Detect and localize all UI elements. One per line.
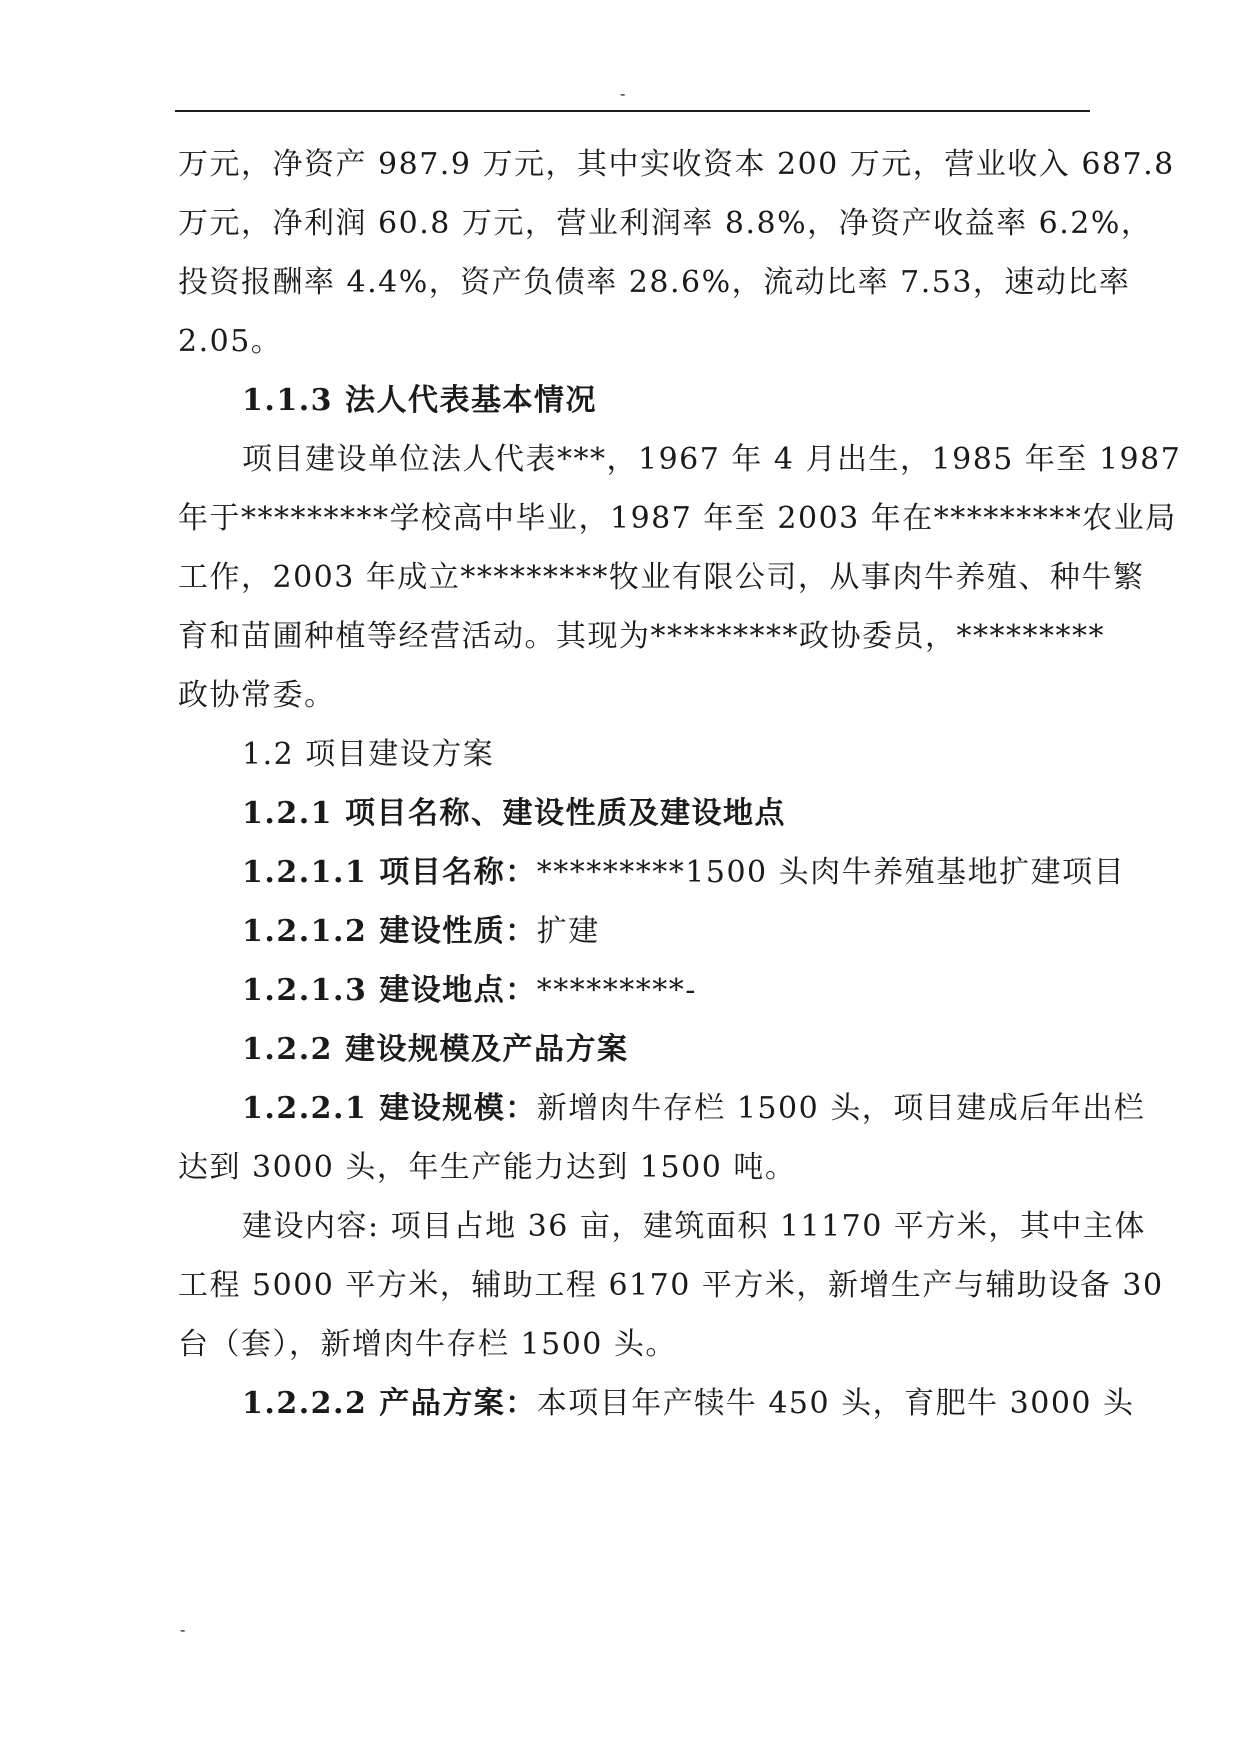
paragraph-line: 投资报酬率 4.4%，资产负债率 28.6%，流动比率 7.53，速动比率 <box>178 265 1131 300</box>
header-rule <box>175 110 1090 112</box>
section-heading-1-1-3: 1.1.3 法人代表基本情况 <box>242 383 597 418</box>
paragraph-line: 万元，净资产 987.9 万元，其中实收资本 200 万元，营业收入 687.8 <box>178 147 1175 182</box>
construction-scale-label: 1.2.2.1 建设规模： <box>242 1091 537 1126</box>
paragraph-line: 建设内容: 项目占地 36 亩，建筑面积 11170 平方米，其中主体 <box>242 1209 1146 1244</box>
section-heading-1-2: 1.2 项目建设方案 <box>242 737 495 772</box>
paragraph-line: 工程 5000 平方米，辅助工程 6170 平方米，新增生产与辅助设备 30 <box>178 1268 1164 1303</box>
construction-scale-value: 新增肉牛存栏 1500 头，项目建成后年出栏 <box>536 1091 1146 1126</box>
construction-location-label: 1.2.1.3 建设地点： <box>242 973 537 1008</box>
project-name-value: *********1500 头肉牛养殖基地扩建项目 <box>536 855 1126 890</box>
construction-nature-label: 1.2.1.2 建设性质： <box>242 914 537 949</box>
construction-nature-value: 扩建 <box>536 914 600 949</box>
project-name-line <box>242 855 1125 891</box>
paragraph-line: 台（套），新增肉牛存栏 1500 头。 <box>178 1327 677 1362</box>
paragraph-line: 2.05。 <box>178 324 283 359</box>
product-plan-label: 1.2.2.2 产品方案： <box>242 1386 537 1421</box>
construction-location-line <box>242 973 697 1009</box>
paragraph-line: 达到 3000 头，年生产能力达到 1500 吨。 <box>178 1150 797 1185</box>
header-mark: - <box>620 84 626 103</box>
footer-mark: - <box>180 1620 186 1639</box>
paragraph-line: 万元，净利润 60.8 万元，营业利润率 8.8%，净资产收益率 6.2%， <box>178 206 1153 241</box>
construction-scale-line <box>242 1091 1145 1127</box>
project-name-label: 1.2.1.1 项目名称： <box>242 855 537 890</box>
construction-location-value: *********- <box>536 973 697 1008</box>
product-plan-line <box>242 1386 1135 1422</box>
paragraph-line: 育和苗圃种植等经营活动。其现为*********政协委员，********* <box>178 619 1105 654</box>
paragraph-line: 工作，2003 年成立*********牧业有限公司，从事肉牛养殖、种牛繁 <box>178 560 1145 595</box>
paragraph-line: 政协常委。 <box>178 678 336 713</box>
section-heading-1-2-1: 1.2.1 项目名称、建设性质及建设地点 <box>242 796 786 831</box>
section-heading-1-2-2: 1.2.2 建设规模及产品方案 <box>242 1032 629 1067</box>
paragraph-line: 项目建设单位法人代表***，1967 年 4 月出生，1985 年至 1987 <box>242 442 1182 477</box>
product-plan-value: 本项目年产犊牛 450 头，育肥牛 3000 头 <box>536 1386 1135 1421</box>
construction-nature-line <box>242 914 600 950</box>
paragraph-line: 年于*********学校高中毕业，1987 年至 2003 年在*********农业局 <box>178 501 1177 536</box>
